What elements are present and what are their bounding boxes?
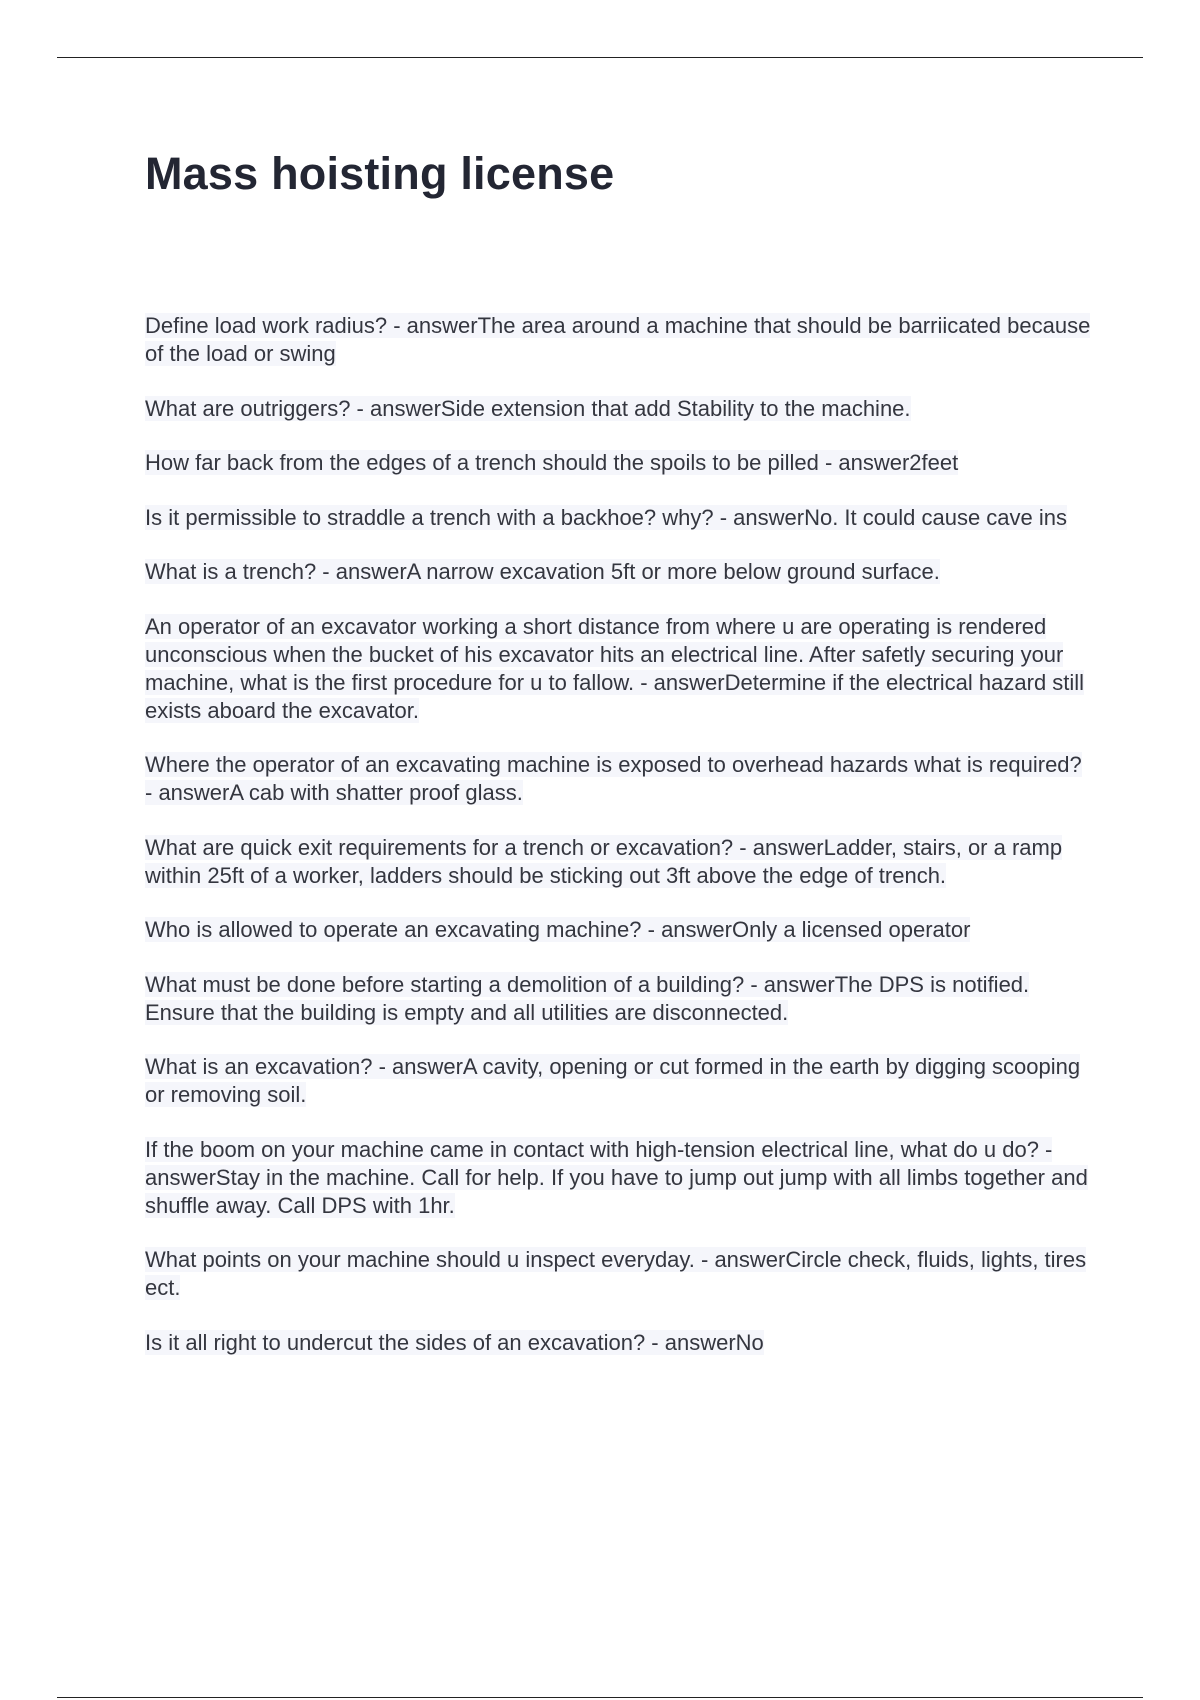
qa-text: If the boom on your machine came in contact with high-tension electrical line, what do u do? - answerStay in the machine. Call for help. If you have to jump out jump with all limbs together and shuffle away. Call DPS with 1hr. xyxy=(145,1136,1088,1218)
qa-list xyxy=(145,312,1093,1383)
top-rule xyxy=(57,57,1143,58)
qa-text: Is it permissible to straddle a trench with a backhoe? why? - answerNo. It could cause cave ins xyxy=(145,504,1068,530)
qa-text: How far back from the edges of a trench should the spoils to be pilled - answer2feet xyxy=(145,450,959,475)
qa-text: Define load work radius? - answerThe area around a machine that should be barriicated because of the load or swing xyxy=(145,313,1091,366)
qa-item xyxy=(145,1329,1093,1357)
qa-text: Where the operator of an excavating machine is exposed to overhead hazards what is required? - answerA cab with shatter proof glass. xyxy=(145,752,1082,805)
qa-item xyxy=(145,613,1093,725)
qa-item xyxy=(145,504,1093,532)
qa-text: What points on your machine should u inspect everyday. - answerCircle check, fluids, lights, tires ect. xyxy=(145,1247,1087,1300)
qa-text: Who is allowed to operate an excavating machine? - answerOnly a licensed operator xyxy=(145,917,971,942)
qa-item xyxy=(145,751,1093,807)
qa-text: An operator of an excavator working a short distance from where u are operating is rendered unconscious when the bucket of his excavator hits an electrical line. After safetly securing your machine, what is the first procedure for u to fallow. - answerDetermine if the electrical hazard still exists aboard the excavator. xyxy=(145,613,1085,723)
qa-text: What is a trench? - answerA narrow excavation 5ft or more below ground surface. xyxy=(145,559,940,584)
qa-item xyxy=(145,312,1093,368)
qa-item xyxy=(145,971,1093,1027)
qa-item xyxy=(145,449,1093,477)
qa-item xyxy=(145,1136,1093,1220)
qa-item xyxy=(145,558,1093,586)
qa-text: What are outriggers? - answerSide extension that add Stability to the machine. xyxy=(145,395,911,421)
qa-item xyxy=(145,834,1093,890)
qa-item xyxy=(145,395,1093,423)
qa-item xyxy=(145,916,1093,944)
document-title: Mass hoisting license xyxy=(145,148,615,199)
qa-text: What must be done before starting a demolition of a building? - answerThe DPS is notified. Ensure that the building is empty and all utilities are disconnected. xyxy=(145,971,1030,1025)
bottom-rule xyxy=(57,1697,1143,1698)
qa-item xyxy=(145,1246,1093,1302)
qa-text: Is it all right to undercut the sides of an excavation? - answerNo xyxy=(145,1329,764,1355)
qa-text: What are quick exit requirements for a trench or excavation? - answerLadder, stairs, or a ramp within 25ft of a worker, ladders should be sticking out 3ft above the edge of trench. xyxy=(145,834,1063,888)
qa-text: What is an excavation? - answerA cavity, opening or cut formed in the earth by digging scooping or removing soil. xyxy=(145,1054,1081,1107)
qa-item xyxy=(145,1053,1093,1109)
